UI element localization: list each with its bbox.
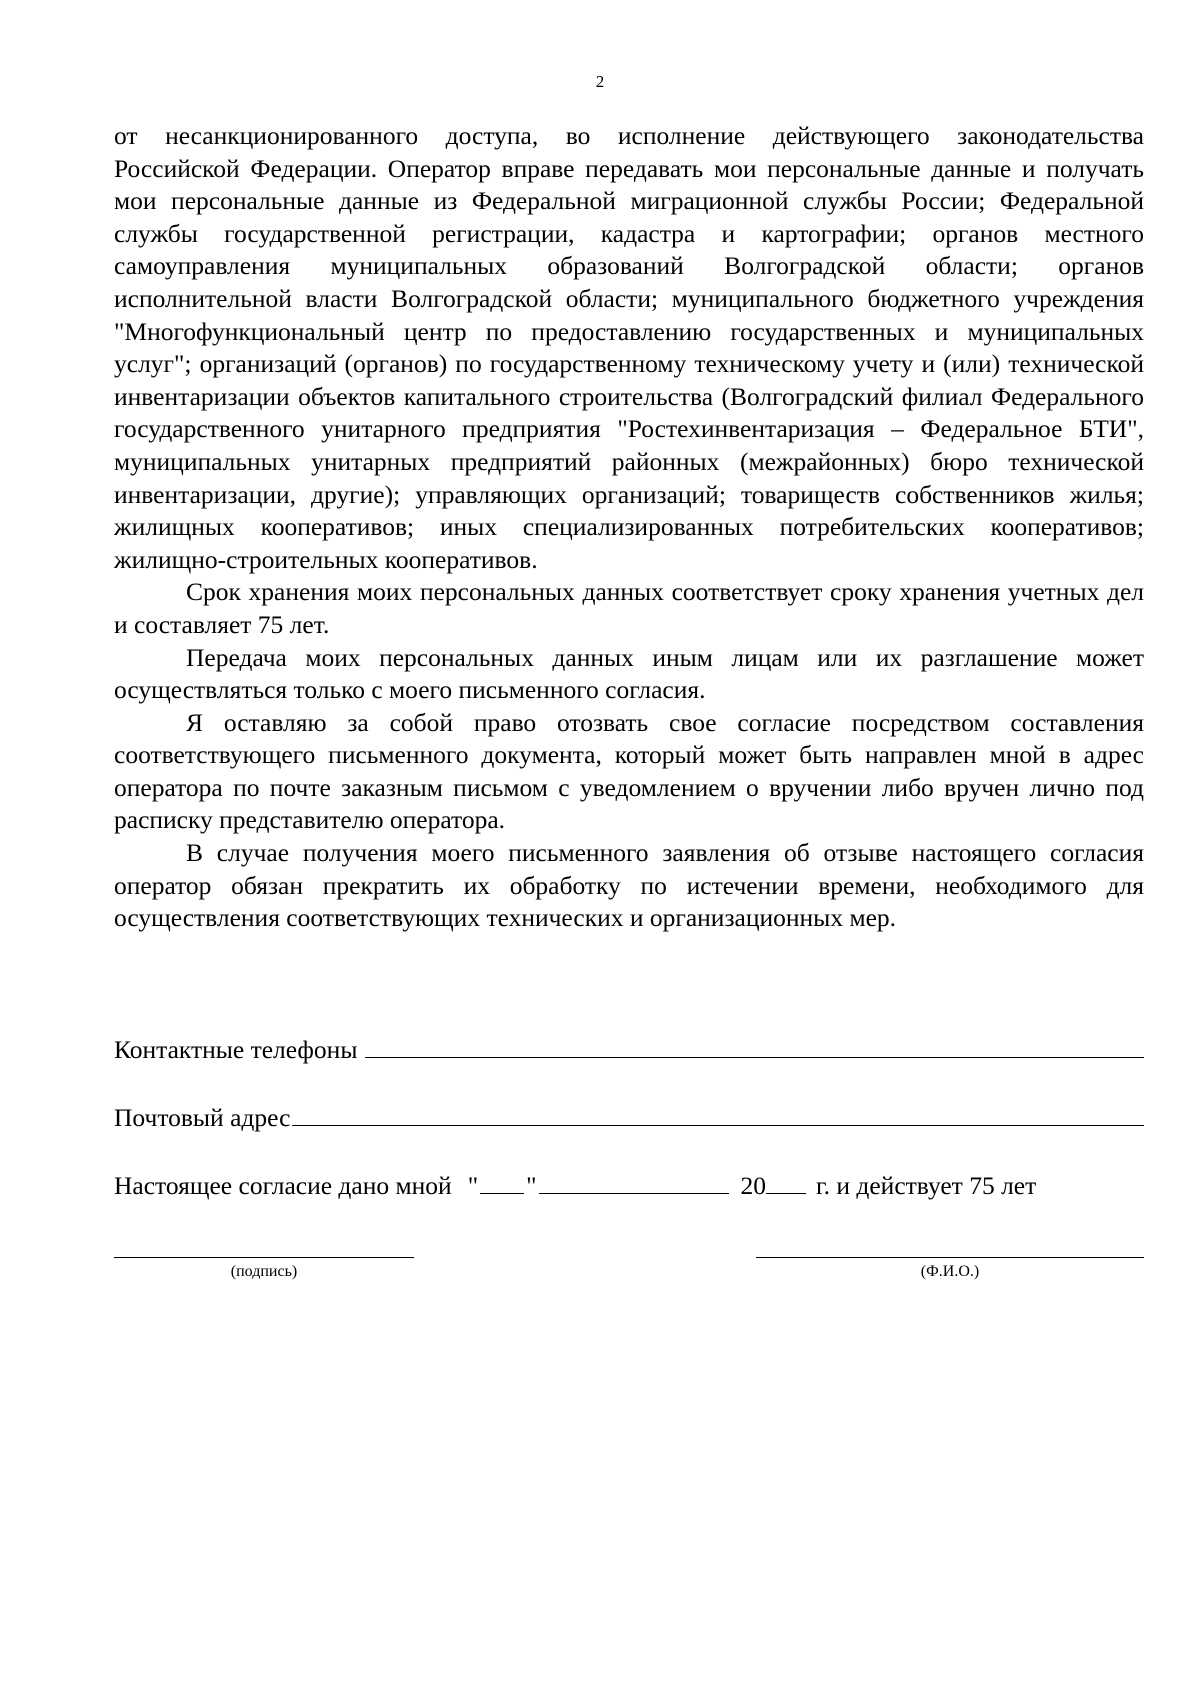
page-number: 2 <box>595 72 605 91</box>
consent-date-suffix: г. и действует 75 лет <box>816 1171 1037 1200</box>
full-name-caption: (Ф.И.О.) <box>920 1263 980 1280</box>
consent-body-text <box>114 120 1144 935</box>
full-name-block <box>756 1252 1144 1282</box>
contact-phones-label: Контактные телефоны <box>114 1035 358 1064</box>
quote-close: " <box>526 1171 537 1200</box>
postal-address-blank[interactable] <box>292 1104 1144 1126</box>
month-blank[interactable] <box>539 1172 729 1194</box>
paragraph-5: В случае получения моего письменного заявления об отзыве настоящего согласия оператор обязан прекратить их обработку по истечении времени, необходимого для осуществления соответствующих технических и организационных мер. <box>114 838 1144 933</box>
day-blank[interactable] <box>480 1172 524 1194</box>
consent-date-prefix: Настоящее согласие дано мной <box>114 1171 452 1200</box>
consent-date-line <box>114 1170 1144 1202</box>
contact-phones-field <box>114 1034 1144 1066</box>
full-name-blank[interactable] <box>756 1252 1144 1258</box>
postal-address-field <box>114 1102 1144 1134</box>
year-blank[interactable] <box>766 1172 806 1194</box>
contact-phones-blank[interactable] <box>365 1036 1144 1058</box>
signature-blank[interactable] <box>114 1252 414 1258</box>
paragraph-2: Срок хранения моих персональных данных соответствует сроку хранения учетных дел и составляет 75 лет. <box>114 577 1144 639</box>
paragraph-1: от несанкционированного доступа, во исполнение действующего законодательства Российской Федерации. Оператор вправе передавать мои персональные данные и получать мои персональные данные из Федеральной миграционной службы России; Федеральной службы государственной регистрации, кадастра и картографии; органов местного самоуправления муниципальных образований Волгоградской области; органов исполнительной власти Волгоградской области; муниципального бюджетного учреждения "Многофункциональный центр по предоставлению государственных и муниципальных услуг"; организаций (органов) по государственному техническому учету и (или) технической инвентаризации объектов капитального строительства (Волгоградский филиал Федерального государственного унитарного предприятия "Ростехинвентаризация – Федеральное БТИ", муниципальных унитарных предприятий районных (межрайонных) бюро технической инвентаризации, другие); управляющих организаций; товариществ собственников жилья; жилищных кооперативов; иных специализированных потребительских кооперативов; жилищно-строительных кооперативов. <box>114 121 1144 574</box>
signature-block <box>114 1252 414 1282</box>
paragraph-4: Я оставляю за собой право отозвать свое согласие посредством составления соответствующего письменного документа, который может быть направлен мной в адрес оператора по почте заказным письмом с уведомлением о вручении либо вручен лично под расписку представителю оператора. <box>114 707 1144 835</box>
signature-caption: (подпись) <box>230 1263 298 1280</box>
paragraph-3: Передача моих персональных данных иным лицам или их разглашение может осуществляться только с моего письменного согласия. <box>114 642 1144 705</box>
quote-open: " <box>467 1171 479 1200</box>
postal-address-label: Почтовый адрес <box>114 1103 291 1132</box>
year-prefix: 20 <box>740 1171 767 1200</box>
